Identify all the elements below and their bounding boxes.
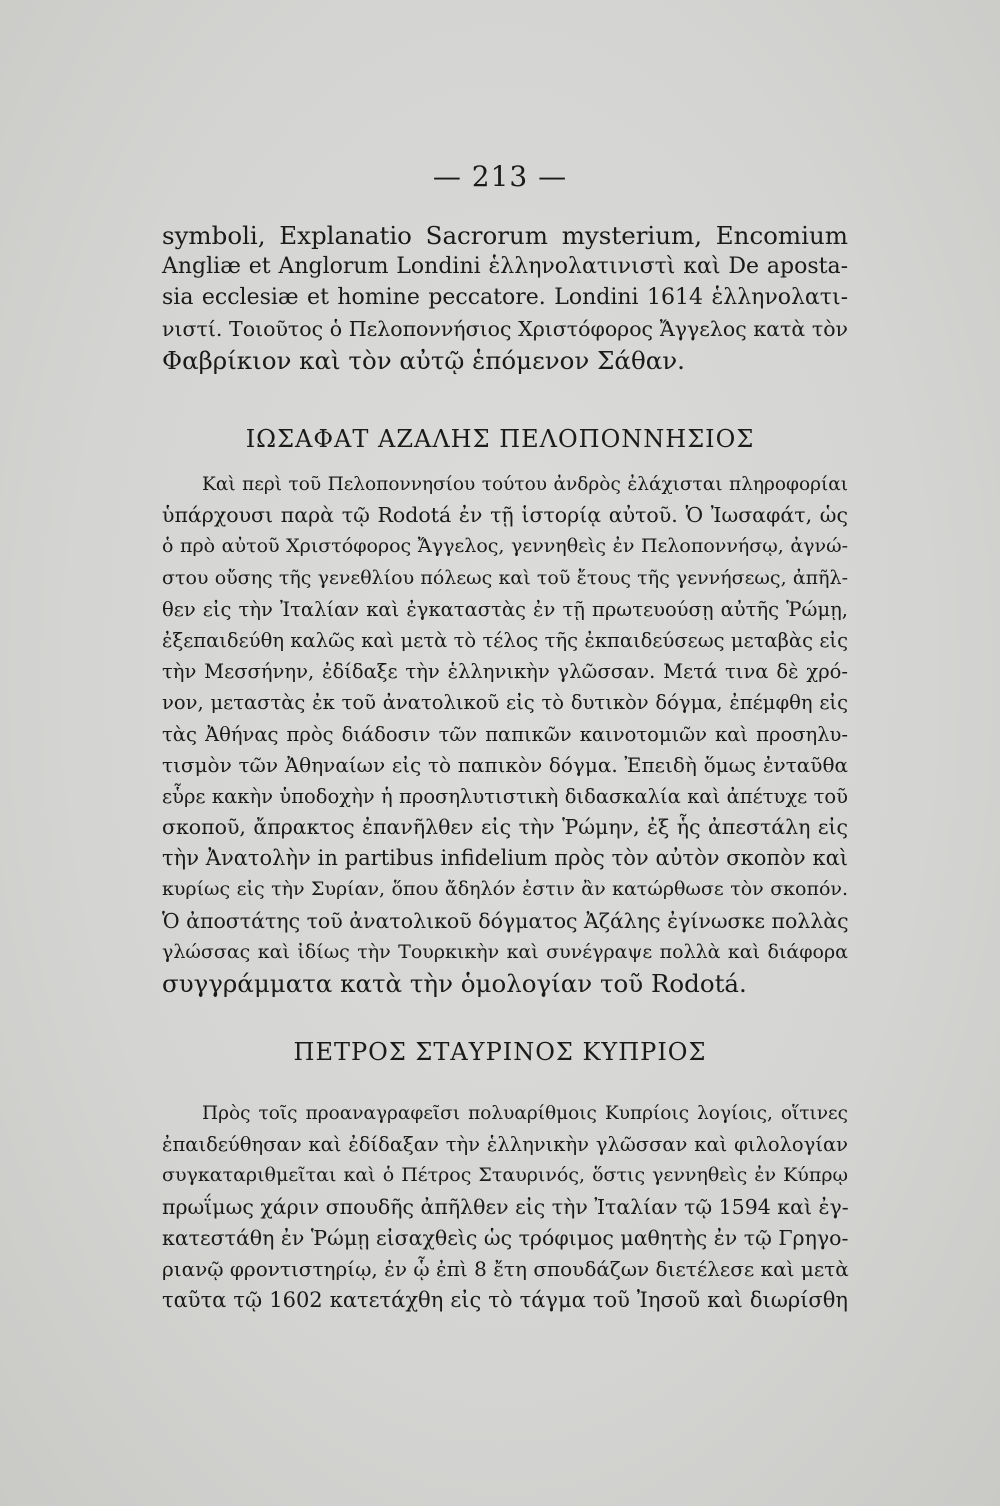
- text-line: κατεστάθη ἐν Ῥώμῃ εἰσαχθεὶς ὡς τρόφιμος μαθητὴς ἐν τῷ Γρηγο-: [162, 1225, 849, 1250]
- text-line: συγγράμματα κατὰ τὴν ὁμολογίαν τοῦ Rodotá.: [162, 969, 747, 998]
- text-line: εὗρε κακὴν ὑποδοχὴν ἡ προσηλυτιστικὴ διδασκαλία καὶ ἀπέτυχε τοῦ: [162, 784, 848, 808]
- text-line: νιστί. Τοιοῦτος ὁ Πελοποννήσιος Χριστόφορος Ἄγγελος κατὰ τὸν: [162, 316, 848, 341]
- text-line: Ὁ ἀποστάτης τοῦ ἀνατολικοῦ δόγματος Ἀζάλης ἐγίνωσκε πολλὰς: [162, 908, 849, 933]
- text-line: πρωΐμως χάριν σπουδῆς ἀπῆλθεν εἰς τὴν Ἰταλίαν τῷ 1594 καὶ ἐγ-: [162, 1194, 849, 1219]
- text-line: ταῦτα τῷ 1602 κατετάχθη εἰς τὸ τάγμα τοῦ Ἰησοῦ καὶ διωρίσθη: [162, 1288, 848, 1313]
- text-line: Καὶ περὶ τοῦ Πελοποννησίου τούτου ἀνδρὸς ἐλάχισται πληροφορίαι: [202, 474, 848, 495]
- text-line: symboli, Explanatio Sacrorum mysterium, Encomium: [162, 221, 848, 250]
- text-line: τισμὸν τῶν Ἀθηναίων εἰς τὸ παπικὸν δόγμα. Ἐπειδὴ ὅμως ἐνταῦθα: [162, 752, 848, 777]
- section-heading-azalis: ΙΩΣΑΦΑΤ ΑΖΑΛΗΣ ΠΕΛΟΠΟΝΝΗΣΙΟΣ: [245, 425, 755, 453]
- text-line: νον, μεταστὰς ἐκ τοῦ ἀνατολικοῦ εἰς τὸ δυτικὸν δόγμα, ἐπέμφθη εἰς: [162, 691, 848, 715]
- text-line: συγκαταριθμεῖται καὶ ὁ Πέτρος Σταυρινός, ὅστις γεννηθεὶς ἐν Κύπρῳ: [162, 1164, 848, 1187]
- paragraph-1: [162, 220, 848, 376]
- text-line: γλώσσας καὶ ἰδίως τὴν Τουρκικὴν καὶ συνέγραψε πολλὰ καὶ διάφορα: [162, 940, 848, 963]
- text-line: Φαβρίκιον καὶ τὸν αὐτῷ ἑπόμενον Σάθαν.: [162, 345, 685, 375]
- text-line: τὴν Μεσσήνην, ἐδίδαξε τὴν ἑλληνικὴν γλῶσσαν. Μετά τινα δὲ χρό-: [162, 660, 848, 684]
- text-line: σκοποῦ, ἄπρακτος ἐπανῆλθεν εἰς τὴν Ῥώμην, ἐξ ἧς ἀπεστάλη εἰς: [162, 815, 848, 840]
- text-line: κυρίως εἰς τὴν Συρίαν, ὅπου ἄδηλόν ἐστιν ἂν κατώρθωσε τὸν σκοπόν.: [162, 878, 848, 901]
- text-line: Angliæ et Anglorum Londini ἑλληνολατινιστὶ καὶ De aposta-: [162, 254, 848, 280]
- text-line: ἐπαιδεύθησαν καὶ ἐδίδαξαν τὴν ἑλληνικὴν γλῶσσαν καὶ φιλολογίαν: [162, 1133, 848, 1157]
- page-number: — 213 —: [432, 160, 568, 193]
- text-line: θεν εἰς τὴν Ἰταλίαν καὶ ἐγκαταστὰς ἐν τῇ πρωτευούσῃ αὐτῆς Ῥώμῃ,: [162, 597, 848, 621]
- text-line: ἐξεπαιδεύθη καλῶς καὶ μετὰ τὸ τέλος τῆς ἐκπαιδεύσεως μεταβὰς εἰς: [162, 628, 848, 652]
- text-line: τὰς Ἀθήνας πρὸς διάδοσιν τῶν παπικῶν καινοτομιῶν καὶ προσηλυ-: [162, 722, 848, 746]
- text-line: ὑπάρχουσι παρὰ τῷ Rodotá ἐν τῇ ἱστορίᾳ αὐτοῦ. Ὁ Ἰωσαφάτ, ὡς: [162, 503, 848, 528]
- text-line: sia ecclesiæ et homine peccatore. Londini 1614 ἑλληνολατι-: [162, 285, 848, 311]
- text-line: ριανῷ φροντιστηρίῳ, ἐν ᾧ ἐπὶ 8 ἔτη σπουδάζων διετέλεσε καὶ μετὰ: [162, 1256, 849, 1281]
- text-line: τὴν Ἀνατολὴν in partibus infidelium πρὸς τὸν αὐτὸν σκοπὸν καὶ: [162, 846, 848, 871]
- paragraph-3: [162, 1098, 848, 1316]
- text-line: στου οὔσης τῆς γενεθλίου πόλεως καὶ τοῦ ἔτους τῆς γεννήσεως, ἀπῆλ-: [162, 566, 848, 589]
- text-line: Πρὸς τοῖς προαναγραφεῖσι πολυαρίθμοις Κυπρίοις λογίοις, οἵτινες: [202, 1103, 848, 1124]
- paragraph-2: [162, 469, 848, 999]
- section-heading-stavrinos: ΠΕΤΡΟΣ ΣΤΑΥΡΙΝΟΣ ΚΥΠΡΙΟΣ: [293, 1038, 707, 1066]
- text-line: ὁ πρὸ αὐτοῦ Χριστόφορος Ἄγγελος, γεννηθεὶς ἐν Πελοποννήσῳ, ἀγνώ-: [162, 535, 848, 558]
